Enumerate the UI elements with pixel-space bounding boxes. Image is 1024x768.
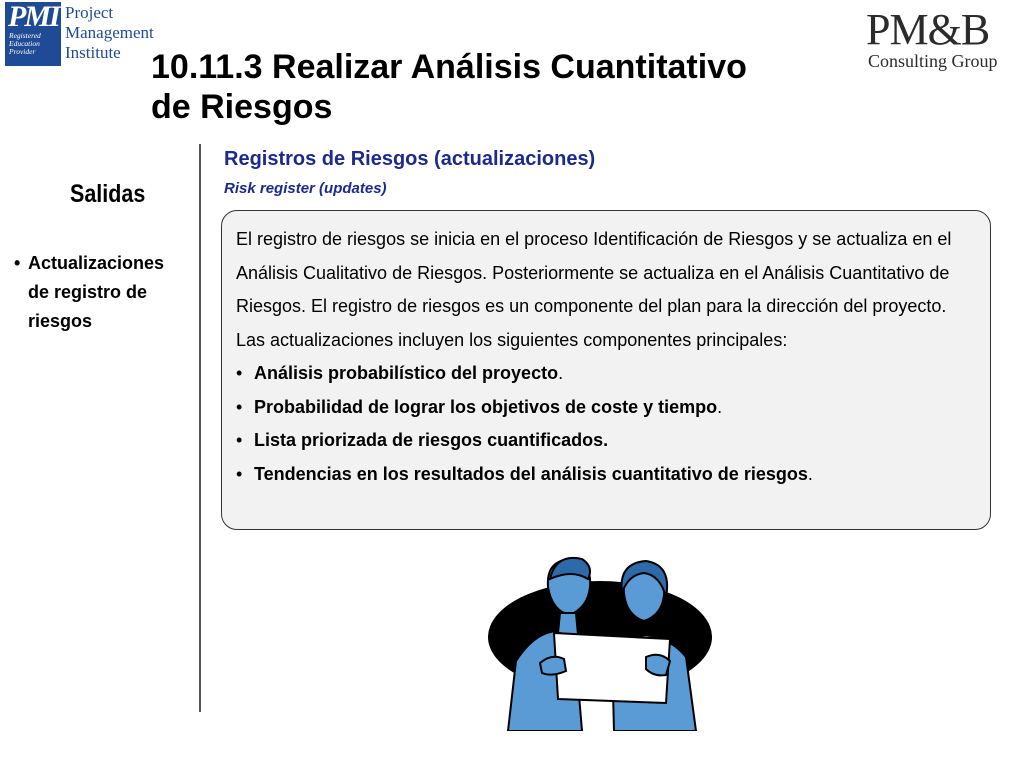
list-item: [236, 424, 980, 458]
bullet: •: [14, 253, 21, 273]
pmb-logo-subtitle: Consulting Group: [868, 51, 998, 71]
pmb-logo-name: PM&B: [866, 5, 990, 54]
slide-title-line: de Riesgos: [151, 88, 333, 126]
pmi-word: Institute: [65, 43, 121, 62]
list-item-text: Probabilidad de lograr los objetivos de coste y tiempo: [254, 396, 718, 417]
description-text: El registro de riesgos se inicia en el proceso Identificación de Riesgos y se actualiza en el Análisis Cualitativo de Riesgos. Posteriormente se actualiza en el Análisis Cuantitativo de Riesgos. El registro de riesgos es un componente del plan para la dirección del proyecto. Las actualizaciones incluyen los siguientes componentes principales:: [236, 229, 952, 350]
list-item: [236, 357, 980, 391]
components-list: [236, 357, 980, 491]
people-reviewing-document-icon: [486, 553, 718, 731]
pmi-logo-tag: [9, 32, 41, 56]
bullet: •: [236, 396, 243, 417]
pmi-word: Project: [65, 3, 114, 22]
section-title: Registros de Riesgos (actualizaciones): [224, 148, 596, 170]
bullet: •: [236, 430, 243, 450]
list-item-line: riesgos: [28, 311, 93, 331]
section-subtitle: Risk register (updates): [224, 180, 387, 197]
description-box: [221, 210, 991, 530]
list-item: [236, 391, 980, 425]
bullet: •: [236, 363, 243, 383]
pmi-logo-words: [65, 3, 154, 63]
punctuation: .: [558, 363, 564, 383]
pmb-logo: [866, 5, 1016, 74]
slide-title-line: 10.11.3 Realizar Análisis Cuantitativo: [151, 48, 747, 86]
list-item-text: [28, 249, 194, 336]
pmi-tag-line: Provider: [9, 47, 36, 56]
pmi-logo-mark: [5, 2, 61, 66]
list-item: [236, 458, 980, 492]
list-item-text: Análisis probabilístico del proyecto: [254, 363, 559, 383]
list-item-line: de registro de: [28, 282, 148, 302]
list-item-text: Lista priorizada de riesgos cuantificados.: [254, 430, 609, 450]
pmi-logo: [5, 0, 154, 68]
outputs-heading: Salidas: [70, 180, 146, 208]
list-item: [14, 249, 194, 336]
pmi-word: Management: [65, 23, 154, 42]
vertical-divider: [199, 144, 201, 712]
punctuation: .: [807, 463, 813, 484]
list-item-line: Actualizaciones: [28, 253, 165, 273]
slide-title: [151, 47, 871, 127]
bullet: •: [236, 463, 243, 484]
punctuation: .: [717, 396, 723, 417]
pmi-logo-letters: PMI: [8, 0, 59, 33]
list-item-text: Tendencias en los resultados del análisis cuantitativo de riesgos: [254, 463, 808, 484]
pmi-tag-line: Registered: [9, 31, 41, 40]
outputs-list: [14, 249, 194, 336]
pmi-tag-line: Education: [9, 39, 40, 48]
